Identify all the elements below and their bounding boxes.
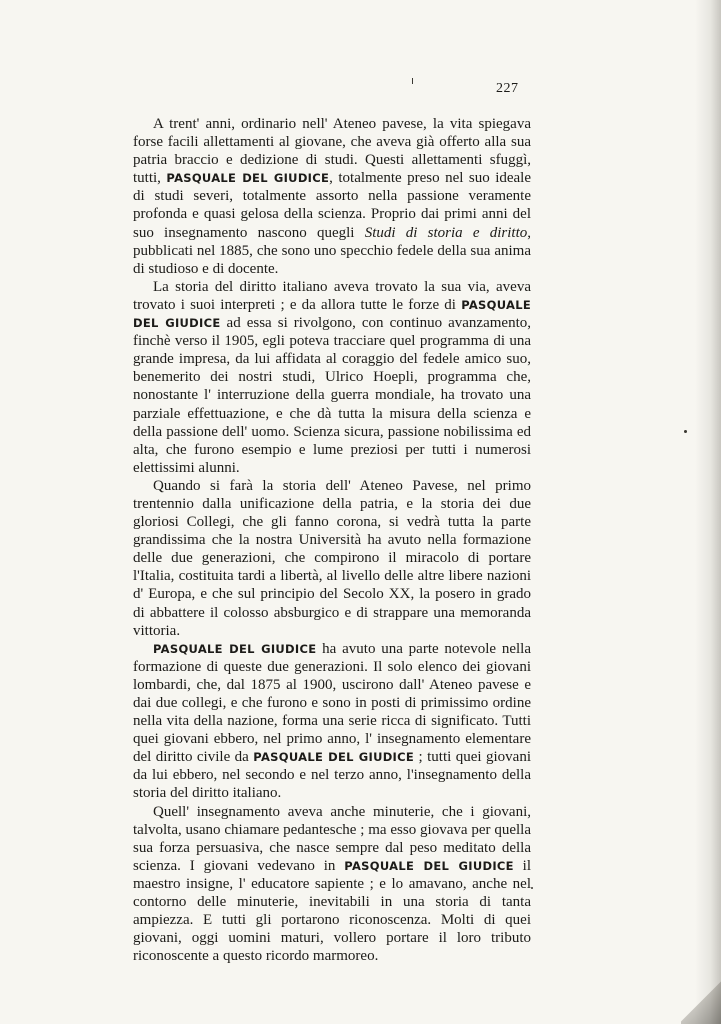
page-edge-shadow [695,0,721,1024]
book-title: Studi di storia e diritto [364,224,528,241]
text-run: ad essa si rivolgono, con continuo avanzamento, finchè verso il 1905, egli poteva tracciare quel programma di una grande impresa, da lui affidata al coraggio del fedele amico suo, benemerito dei nostri studi, Ulrico Hoepli, programma che, nonostante l' interruzione della guerra mondiale, ha trovato una parziale effettuazione, e che dà tutta la misura della scienza e della passione dell' uomo. Scienza sicura, passione nobilissima ed alta, che furono esempio e lume preziosi per tutti i numerosi elettissimi alunni. [133,315,531,476]
text-run: Quell' insegnamento aveva anche minuterie, che i giovani, talvolta, usano chiamare pedantesche ; ma esso giovava per quella sua forza persuasiva, che nasce sempre dal peso meditato della scienza. I giovani vedevano in [133,803,531,874]
paragraph [133,278,531,477]
person-name: PASQUALE DEL GIUDICE [153,641,317,656]
person-name: PASQUALE DEL GIUDICE [344,858,514,873]
person-name: PASQUALE DEL GIUDICE [253,750,415,765]
page-number: 227 [496,81,519,96]
paragraph [133,477,531,640]
page-corner-curl [681,978,721,1024]
paragraph [133,640,531,803]
text-run: La storia del diritto italiano aveva trovato la sua via, aveva trovato i suoi interpreti ; e da allora tutte le forze di [133,278,531,313]
text-run: A trent' anni, ordinario nell' Ateneo pavese, la vita spiegava forse facili allettamenti al giovane, che aveva già offerto alla sua patria braccio e dedizione di studi. Questi allettamenti sfuggì, tutti, [133,116,531,187]
text-run: ; tutti quei giovani da lui ebbero, nel secondo e nel terzo anno, l'insegnamento della storia del diritto italiano. [133,749,532,802]
text-run: Quando si farà la storia dell' Ateneo Pavese, nel primo trentennio dalla unificazione della patria, e la storia dei due gloriosi Collegi, che gli fanno corona, si vedrà tutta la parte grandissima che la nostra Università ha avuto nella formazione delle due generazioni, che compirono il miracolo di portare l'Italia, costituita tardi a libertà, al livello delle altre libere nazioni d' Europa, e che sul principio del Secolo XX, la posero in grado di abbattere il colosso absburgico e di strappare una memoranda vittoria. [133,477,531,639]
paper-speck [531,887,533,889]
text-run: ha avuto una parte notevole nella formazione di queste due generazioni. Il solo elenco dei giovani lombardi, che, dal 1875 al 1900, uscirono dall' Ateneo pavese e dai due collegi, e che furono e sono in posti di primissimo ordine nella vita della nazione, forma una serie ricca di significato. Tutti quei giovani ebbero, nel primo anno, l' insegnamento elementare del diritto civile da [133,640,532,766]
paper-speck [684,430,687,433]
text-run: , pubblicati nel 1885, che sono uno specchio fedele della sua anima di studioso e di docente. [133,224,531,277]
paragraph [133,803,531,966]
body-text [133,115,531,965]
person-name: PASQUALE DEL GIUDICE [133,297,531,331]
text-run: il maestro insigne, l' educatore sapiente ; e lo amavano, anche nel contorno delle minuterie, inevitabili in una storia di tanta ampiezza. E tutti gli portarono riconoscenza. Molti di quei giovani, oggi uomini maturi, vollero portare il loro tributo riconoscente a questo ricordo marmoreo. [133,857,532,965]
paper-speck [412,78,413,84]
person-name: PASQUALE DEL GIUDICE [166,171,330,186]
text-run: , totalmente preso nel suo ideale di studi severi, totalmente assorto nella passione veramente profonda e quasi gelosa della scienza. Proprio dai primi anni del suo insegnamento nascono quegli [133,170,531,241]
paragraph [133,115,531,278]
